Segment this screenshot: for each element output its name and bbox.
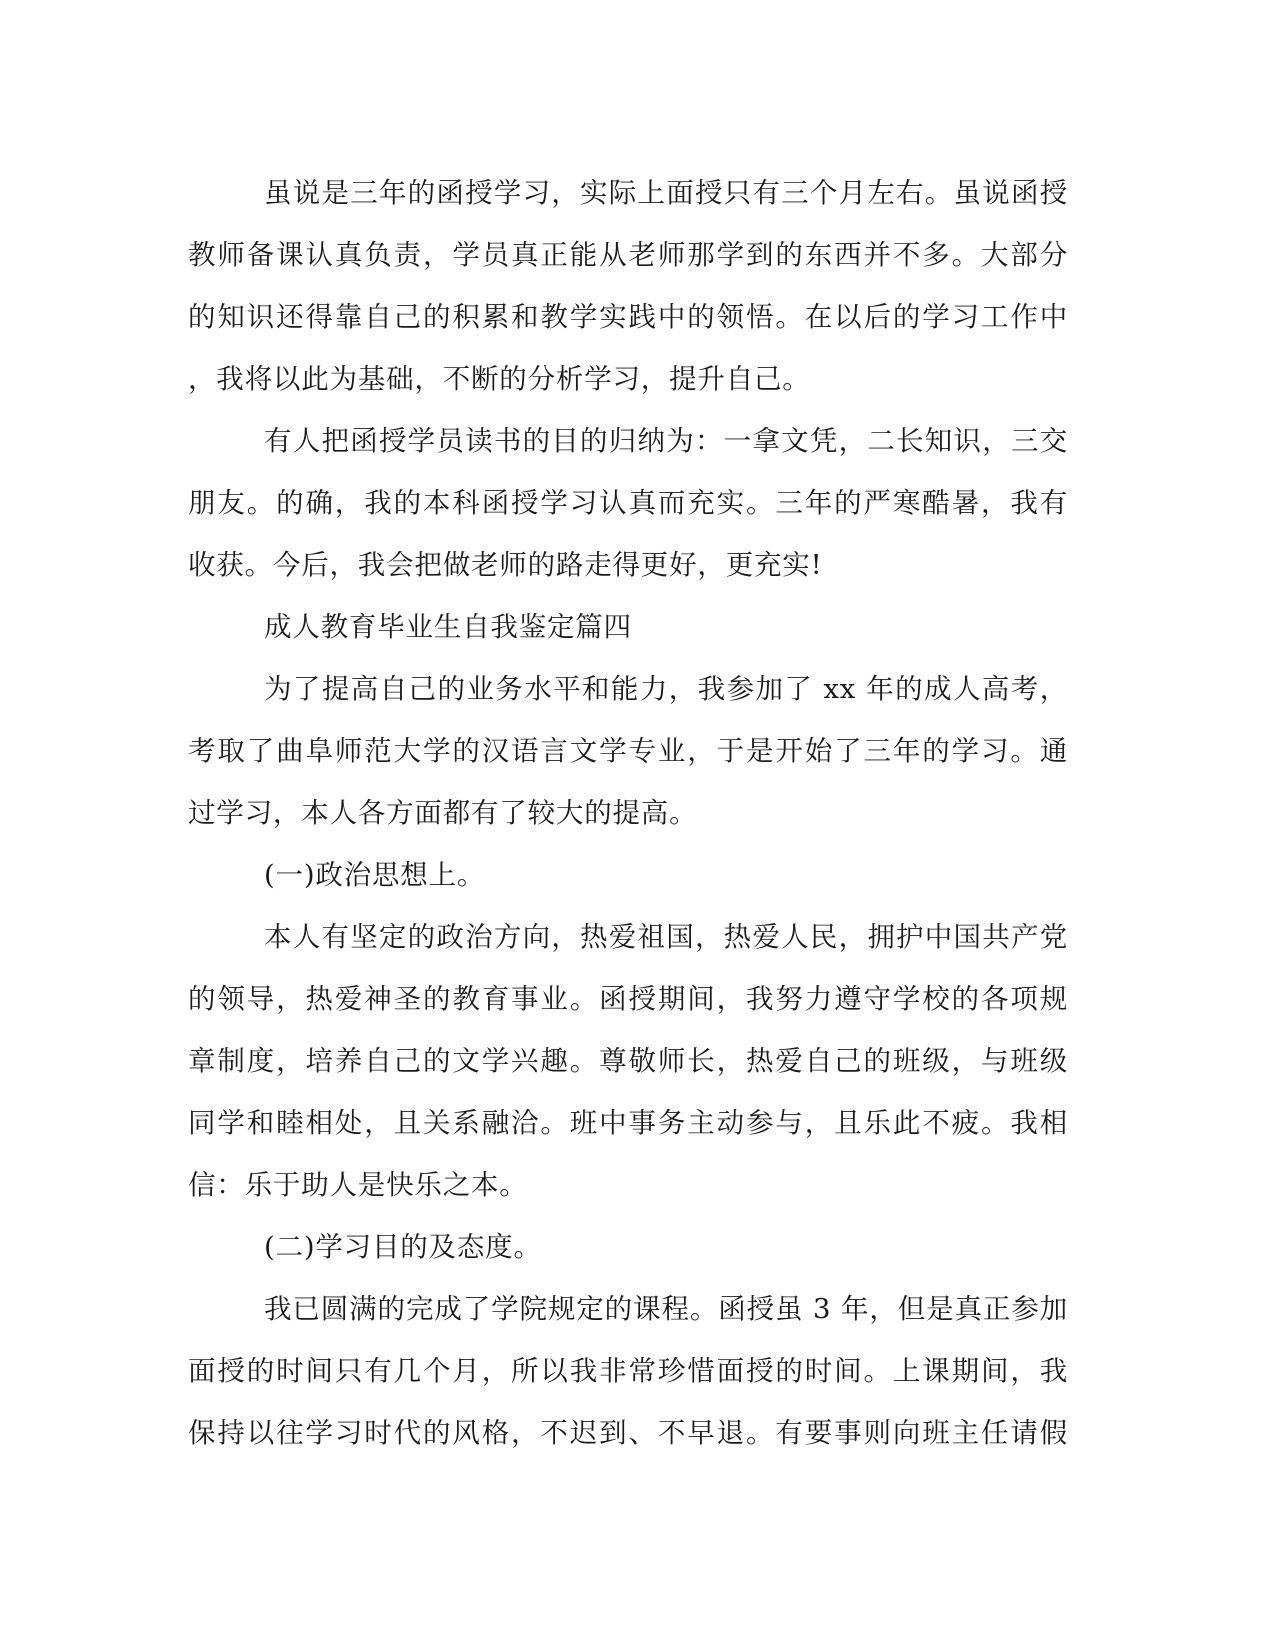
paragraph-line: 有人把函授学员读书的目的归纳为：一拿文凭，二长知识，三交 [264, 425, 1068, 457]
paragraph-line: 教师备课认真负责，学员真正能从老师那学到的东西并不多。大部分 [188, 239, 1068, 271]
subsection-heading: (一)政治思想上。 [264, 859, 486, 891]
paragraph-line: 为了提高自己的业务水平和能力，我参加了 xx 年的成人高考， [264, 673, 1068, 705]
paragraph-line: 的领导，热爱神圣的教育事业。函授期间，我努力遵守学校的各项规 [188, 983, 1068, 1015]
paragraph-line: 虽说是三年的函授学习，实际上面授只有三个月左右。虽说函授 [264, 177, 1068, 209]
paragraph-line: 的知识还得靠自己的积累和教学实践中的领悟。在以后的学习工作中 [188, 301, 1068, 333]
paragraph-line: 同学和睦相处，且关系融洽。班中事务主动参与，且乐此不疲。我相 [188, 1107, 1068, 1139]
paragraph-line: 考取了曲阜师范大学的汉语言文学专业，于是开始了三年的学习。通 [188, 735, 1068, 767]
paragraph-line: 本人有坚定的政治方向，热爱祖国，热爱人民，拥护中国共产党 [264, 921, 1068, 953]
paragraph-line: 我已圆满的完成了学院规定的课程。函授虽 3 年，但是真正参加 [264, 1293, 1068, 1325]
paragraph-line: 朋友。的确，我的本科函授学习认真而充实。三年的严寒酷暑，我有 [188, 487, 1068, 519]
subsection-heading: (二)学习目的及态度。 [264, 1231, 542, 1263]
paragraph-line: 过学习，本人各方面都有了较大的提高。 [188, 797, 698, 829]
document-body [188, 162, 1068, 1464]
paragraph-line: 信：乐于助人是快乐之本。 [188, 1169, 528, 1201]
section-heading: 成人教育毕业生自我鉴定篇四 [264, 611, 632, 643]
paragraph-line: 面授的时间只有几个月，所以我非常珍惜面授的时间。上课期间，我 [188, 1355, 1068, 1387]
paragraph-line: ，我将以此为基础，不断的分析学习，提升自己。 [188, 363, 811, 395]
paragraph-line: 章制度，培养自己的文学兴趣。尊敬师长，热爱自己的班级，与班级 [188, 1045, 1068, 1077]
paragraph-line: 保持以往学习时代的风格，不迟到、不早退。有要事则向班主任请假 [188, 1417, 1068, 1449]
paragraph-line: 收获。今后，我会把做老师的路走得更好，更充实! [188, 549, 823, 581]
